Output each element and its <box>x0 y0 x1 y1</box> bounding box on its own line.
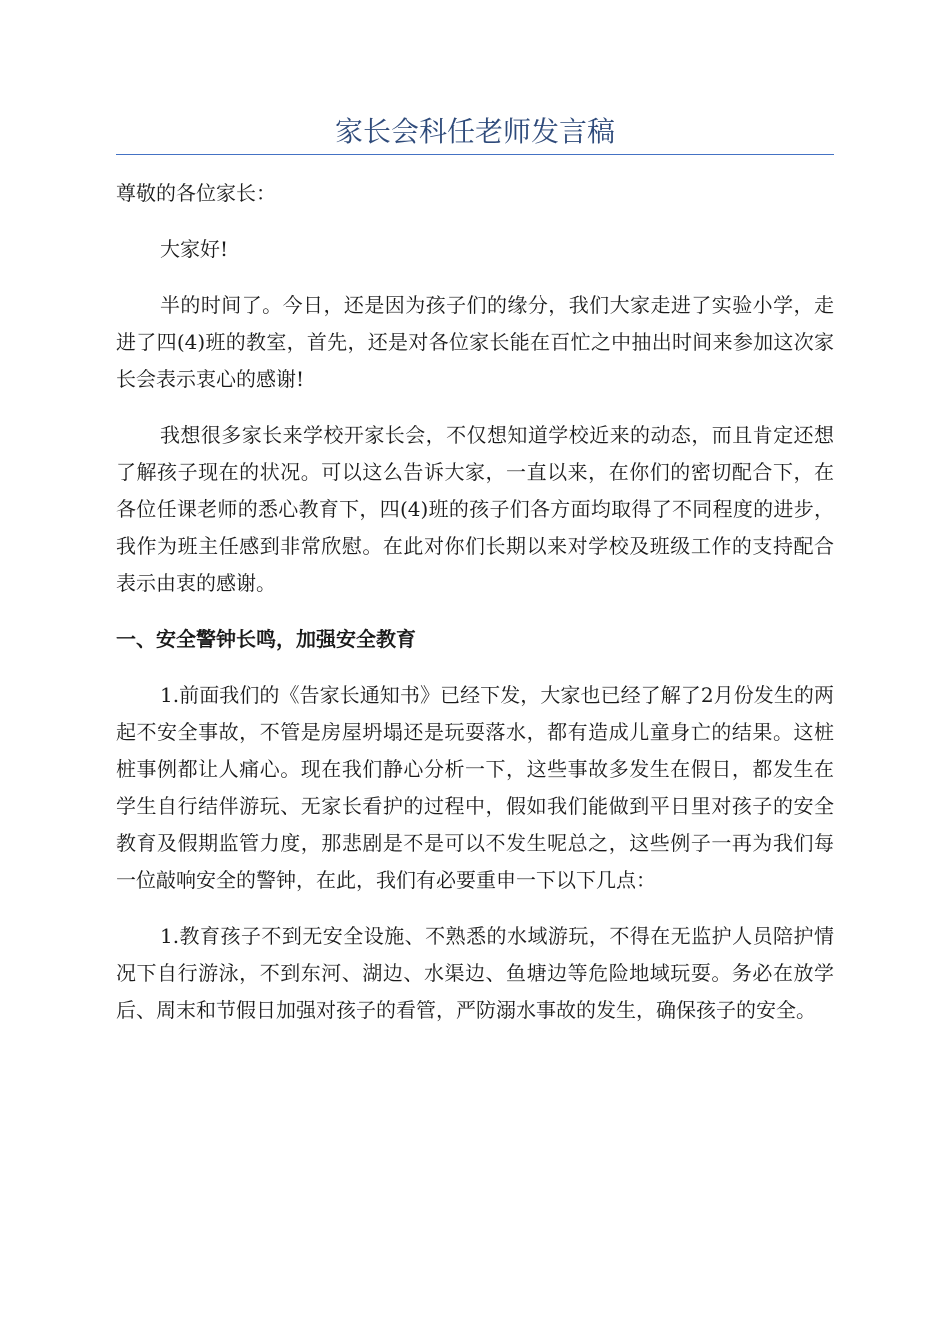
greeting: 大家好! <box>160 237 229 261</box>
section-heading-safety: 一、安全警钟长鸣，加强安全教育 <box>116 627 416 651</box>
section-paragraph-water-safety: 1.教育孩子不到无安全设施、不熟悉的水域游玩，不得在无监护人员陪护情况下自行游泳，不到东河、湖边、水渠边、鱼塘边等危险地域玩耍。务必在放学后、周末和节假日加强对孩子的看管，严防溺水事故的发生，确保孩子的安全。 <box>116 924 834 1022</box>
document-page <box>116 112 834 1029</box>
paragraph-thanks: 我想很多家长来学校开家长会，不仅想知道学校近来的动态，而且肯定还想了解孩子现在的状况。可以这么告诉大家，一直以来，在你们的密切配合下，在各位任课老师的悉心教育下，四(4)班的孩子们各方面均取得了不同程度的进步，我作为班主任感到非常欣慰。在此对你们长期以来对学校及班级工作的支持配合表示由衷的感谢。 <box>116 423 834 595</box>
title-underline <box>116 154 834 155</box>
salutation: 尊敬的各位家长： <box>116 181 276 205</box>
document-title: 家长会科任老师发言稿 <box>334 115 615 148</box>
section-paragraph-notice: 1.前面我们的《告家长通知书》已经下发，大家也已经了解了2月份发生的两起不安全事故，不管是房屋坍塌还是玩耍落水，都有造成儿童身亡的结果。这桩桩事例都让人痛心。现在我们静心分析一下，这些事故多发生在假日，都发生在学生自行结伴游玩、无家长看护的过程中，假如我们能做到平日里对孩子的安全教育及假期监管力度，那悲剧是不是可以不发生呢总之，这些例子一再为我们每一位敲响安全的警钟，在此，我们有必要重申一下以下几点： <box>116 683 834 892</box>
paragraph-intro: 半的时间了。今日，还是因为孩子们的缘分，我们大家走进了实验小学，走进了四(4)班的教室，首先，还是对各位家长能在百忙之中抽出时间来参加这次家长会表示衷心的感谢! <box>116 293 834 391</box>
